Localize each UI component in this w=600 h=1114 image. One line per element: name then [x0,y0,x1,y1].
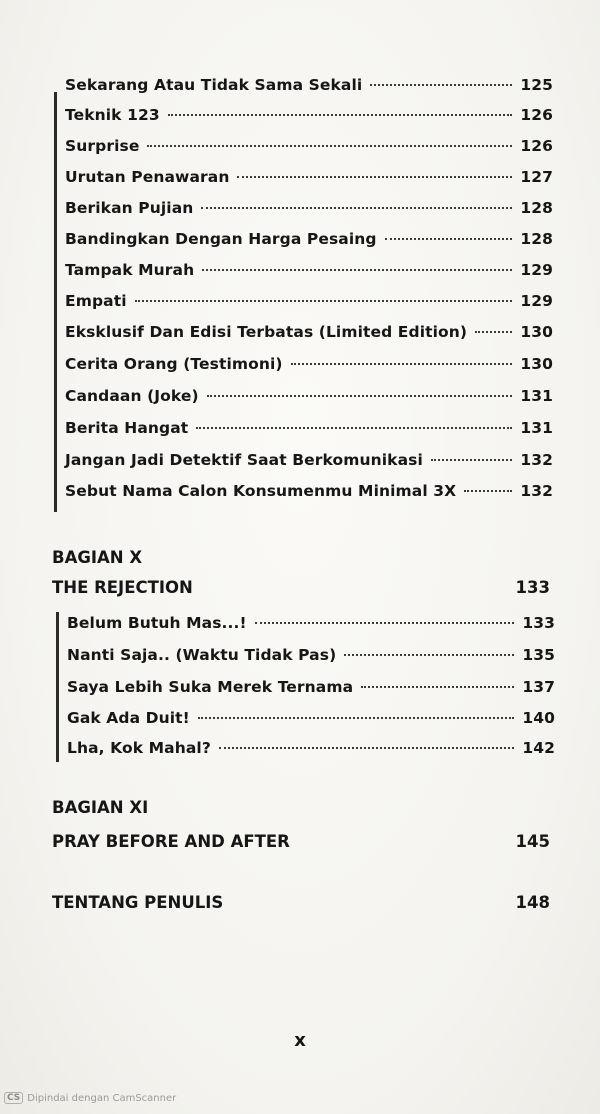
toc-entry: Eksklusif Dan Edisi Terbatas (Limited Edition) 130 [65,323,553,341]
scanner-watermark [4,1092,176,1104]
section-title-pray: PRAY BEFORE AND AFTER 145 [52,832,550,851]
toc-entry: Cerita Orang (Testimoni) 130 [65,355,553,373]
section-title-tentang-penulis: TENTANG PENULIS 148 [52,893,550,912]
toc-entry: Belum Butuh Mas...! 133 [67,614,555,632]
toc-entry: Saya Lebih Suka Merek Ternama 137 [67,678,555,696]
scanner-text: Dipindai dengan CamScanner [27,1092,177,1104]
toc-entry: Sekarang Atau Tidak Sama Sekali 125 [65,76,553,94]
page-number: x [294,1030,306,1051]
toc-entry: Bandingkan Dengan Harga Pesaing 128 [65,230,553,248]
toc-entry: Berita Hangat 131 [65,419,553,437]
toc-entry: Surprise 126 [65,137,553,155]
toc-entry: Lha, Kok Mahal? 142 [67,739,555,757]
camscanner-logo: CS [4,1092,23,1104]
toc-entry: Candaan (Joke) 131 [65,387,553,405]
toc-entry: Berikan Pujian 128 [65,199,553,217]
toc-entry: Teknik 123 126 [65,106,553,124]
toc-entry: Nanti Saja.. (Waktu Tidak Pas) 135 [67,646,555,664]
toc-entry: Urutan Penawaran 127 [65,168,553,186]
toc-group-bagian-x [56,612,555,762]
toc-entry: Empati 129 [65,292,553,310]
toc-group-bagian-ix [54,76,553,512]
section-title-the-rejection: THE REJECTION 133 [52,578,550,597]
toc-entry: Sebut Nama Calon Konsumenmu Minimal 3X 132 [65,482,553,500]
toc-entry: Gak Ada Duit! 140 [67,709,555,727]
toc-entry: Jangan Jadi Detektif Saat Berkomunikasi 132 [65,451,553,469]
section-label-bagian-xi: BAGIAN XI [52,798,149,817]
toc-entry: Tampak Murah 129 [65,261,553,279]
section-label-bagian-x: BAGIAN X [52,548,143,567]
